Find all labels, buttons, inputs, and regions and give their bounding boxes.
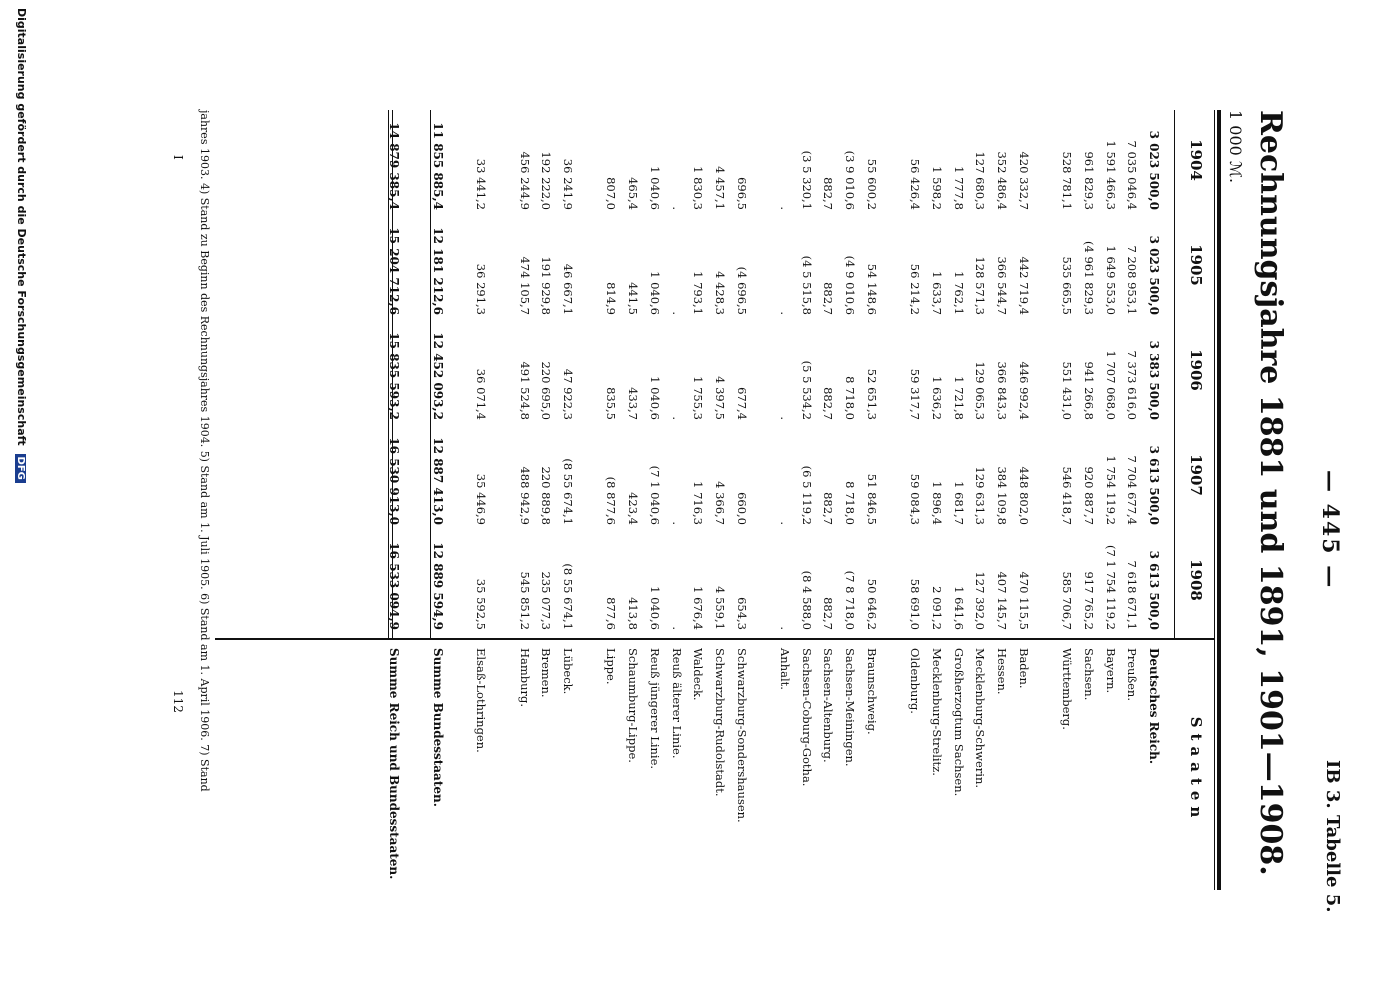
table-cell: 33 441,2 bbox=[474, 158, 489, 210]
table-cell: 55 600,2 bbox=[864, 158, 879, 210]
table-cell: . bbox=[778, 311, 793, 315]
table-cell: . bbox=[778, 416, 793, 420]
table-cell: 585 706,7 bbox=[1060, 571, 1075, 630]
table-cell: 4 457,1 bbox=[713, 166, 727, 210]
table-cell: 220 889,8 bbox=[539, 466, 554, 525]
table-cell: 1 830,3 bbox=[691, 166, 706, 210]
state-name: Lübeck. bbox=[561, 648, 576, 695]
table-cell: 2 091,2 bbox=[930, 586, 944, 630]
table-cell: (4 9 010,6 bbox=[843, 255, 858, 315]
table-cell: 696,5 bbox=[734, 177, 749, 210]
table-cell: 129 065,3 bbox=[973, 361, 988, 420]
state-name: Großherzogtum Sachsen. bbox=[951, 648, 966, 797]
table-cell: 4 559,1 bbox=[713, 586, 727, 630]
state-name: Mecklenburg-Schwerin. bbox=[973, 648, 988, 789]
table-cell: 35 592,5 bbox=[474, 578, 489, 630]
header-rule bbox=[1174, 110, 1175, 638]
table-cell: 441,5 bbox=[626, 282, 641, 315]
table-cell: 1 896,4 bbox=[930, 481, 944, 525]
table-cell: 961 829,3 bbox=[1081, 151, 1096, 210]
column-header-1: 1905 bbox=[1187, 244, 1205, 286]
table-cell: 7 035 046,4 bbox=[1125, 140, 1140, 210]
table-cell: 16 530 913,0 bbox=[387, 437, 402, 525]
table-cell: 56 426,4 bbox=[908, 158, 923, 210]
table-cell: 12 889 594,9 bbox=[430, 542, 445, 630]
table-cell: 420 332,7 bbox=[1016, 151, 1031, 210]
page-footer-number: 112 bbox=[171, 690, 185, 713]
table-cell: . bbox=[778, 206, 793, 210]
table-cell: 413,8 bbox=[626, 597, 641, 630]
table-cell: . bbox=[669, 626, 684, 630]
table-cell: 807,0 bbox=[604, 177, 619, 210]
table-cell: 15 204 712,6 bbox=[387, 227, 402, 315]
table-cell: 3 383 500,0 bbox=[1147, 340, 1161, 420]
state-name: Anhalt. bbox=[778, 648, 793, 690]
table-cell: 12 887 413,0 bbox=[430, 437, 445, 525]
table-cell: 677,4 bbox=[734, 387, 749, 420]
table-cell: 446 992,4 bbox=[1016, 361, 1031, 420]
table-cell: 8 718,0 bbox=[843, 376, 858, 420]
table-cell: 882,7 bbox=[821, 492, 836, 525]
table-cell: 129 631,3 bbox=[973, 466, 988, 525]
state-name: Sachsen-Meiningen. bbox=[843, 648, 858, 767]
state-name: Deutsches Reich. bbox=[1147, 648, 1161, 765]
table-cell: 1 762,1 bbox=[951, 271, 966, 315]
table-cell: 407 145,7 bbox=[995, 571, 1010, 630]
table-cell: 235 077,3 bbox=[539, 571, 554, 630]
table-cell: 488 942,9 bbox=[517, 466, 532, 525]
table-cell: 3 023 500,0 bbox=[1147, 235, 1161, 315]
table-cell: 423,4 bbox=[626, 492, 641, 525]
states-column-header: Staaten bbox=[1187, 716, 1205, 824]
table-cell: (3 9 010,6 bbox=[843, 150, 858, 210]
table-cell: 36 071,4 bbox=[474, 368, 489, 420]
state-name: Mecklenburg-Strelitz. bbox=[930, 648, 944, 776]
table-cell: 1 754 119,2 bbox=[1103, 455, 1118, 525]
state-name: Hessen. bbox=[995, 648, 1010, 695]
table-cell: 448 802,0 bbox=[1016, 466, 1031, 525]
table-cell: 1 598,2 bbox=[930, 166, 944, 210]
table-cell: 3 613 500,0 bbox=[1147, 445, 1161, 525]
table-cell: 920 887,7 bbox=[1081, 466, 1096, 525]
table-cell: (8 55 674,1 bbox=[561, 563, 576, 630]
table-cell: 52 651,3 bbox=[864, 368, 879, 420]
table-cell: 545 851,2 bbox=[517, 571, 532, 630]
table-cell: 814,9 bbox=[604, 282, 619, 315]
table-cell: 551 431,0 bbox=[1060, 361, 1075, 420]
table-cell: (4 5 515,8 bbox=[799, 255, 814, 315]
table-cell: (7 8 718,0 bbox=[843, 570, 858, 630]
table-cell: 127 680,3 bbox=[973, 151, 988, 210]
state-name: Reuß jüngerer Linie. bbox=[647, 648, 662, 770]
table-cell: 36 291,3 bbox=[474, 263, 489, 315]
column-header-4: 1908 bbox=[1187, 559, 1205, 601]
table-cell: 3 613 500,0 bbox=[1147, 550, 1161, 630]
top-rule-thin bbox=[1214, 110, 1215, 890]
table-cell: 366 544,7 bbox=[995, 256, 1010, 315]
table-cell: 654,3 bbox=[734, 597, 749, 630]
table-cell: 1 681,7 bbox=[951, 481, 966, 525]
top-rule-thick bbox=[1217, 110, 1221, 890]
table-cell: 433,7 bbox=[626, 387, 641, 420]
table-cell: (7 1 040,6 bbox=[647, 465, 662, 525]
state-name: Summe Bundesstaaten. bbox=[430, 648, 445, 807]
left-margin-mark: I bbox=[171, 155, 185, 160]
state-name: Lippe. bbox=[604, 648, 619, 685]
table-cell: 882,7 bbox=[821, 597, 836, 630]
state-name: Schwarzburg-Rudolstadt. bbox=[713, 648, 727, 797]
table-cell: 546 418,7 bbox=[1060, 466, 1075, 525]
table-cell: . bbox=[669, 521, 684, 525]
state-name: Schaumburg-Lippe. bbox=[626, 648, 641, 763]
table-cell: 58 691,0 bbox=[908, 578, 923, 630]
table-cell: 191 929,8 bbox=[539, 256, 554, 315]
unit-label: 1 000 ℳ. bbox=[1226, 110, 1245, 184]
table-cell: 12 181 212,6 bbox=[430, 227, 445, 315]
table-cell: 4 366,7 bbox=[713, 481, 727, 525]
table-cell: 877,6 bbox=[604, 597, 619, 630]
table-cell: 528 781,1 bbox=[1060, 151, 1075, 210]
table-cell: 59 084,3 bbox=[908, 473, 923, 525]
table-cell: 7 618 671,1 bbox=[1125, 560, 1140, 630]
table-cell: 47 922,3 bbox=[561, 368, 576, 420]
table-cell: 1 649 553,0 bbox=[1103, 245, 1118, 315]
table-cell: 4 397,5 bbox=[713, 376, 727, 420]
table-cell: 1 040,6 bbox=[647, 271, 662, 315]
table-cell: 4 428,3 bbox=[713, 271, 727, 315]
table-cell: 660,0 bbox=[734, 492, 749, 525]
table-cell: 1 721,8 bbox=[951, 376, 966, 420]
table-cell: 882,7 bbox=[821, 282, 836, 315]
table-cell: 56 214,2 bbox=[908, 263, 923, 315]
table-cell: 1 777,8 bbox=[951, 166, 966, 210]
table-cell: 1 755,3 bbox=[691, 376, 706, 420]
digitalization-notice bbox=[15, 8, 28, 483]
table-cell: 8 718,0 bbox=[843, 481, 858, 525]
state-name: Sachsen-Altenburg. bbox=[821, 648, 836, 763]
table-cell: 36 241,9 bbox=[561, 158, 576, 210]
table-reference: IB 3. Tabelle 5. bbox=[1322, 760, 1343, 913]
states-column-divider bbox=[215, 638, 1215, 640]
table-cell: 366 843,3 bbox=[995, 361, 1010, 420]
column-header-2: 1906 bbox=[1187, 349, 1205, 391]
state-name: Bremen. bbox=[539, 648, 554, 698]
column-header-0: 1904 bbox=[1187, 139, 1205, 181]
dfg-logo: DFG bbox=[15, 454, 26, 483]
table-cell: 51 846,5 bbox=[864, 473, 879, 525]
table-cell: 535 665,5 bbox=[1060, 256, 1075, 315]
state-name: Elsaß-Lothringen. bbox=[474, 648, 489, 753]
digitalization-text: Digitalisierung gefördert durch die Deutsche Forschungsgemeinschaft bbox=[15, 8, 28, 446]
table-cell: 7 208 953,1 bbox=[1125, 245, 1140, 315]
table-cell: 456 244,9 bbox=[517, 151, 532, 210]
table-cell: 941 266,8 bbox=[1081, 361, 1096, 420]
table-cell: (4 696,5 bbox=[734, 266, 749, 315]
table-cell: . bbox=[778, 626, 793, 630]
page-number: — 445 — bbox=[1317, 470, 1343, 590]
table-cell: 12 452 093,2 bbox=[430, 332, 445, 420]
table-cell: (8 55 674,1 bbox=[561, 458, 576, 525]
table-cell: 917 765,2 bbox=[1081, 571, 1096, 630]
page-title: Rechnungsjahre 1881 und 1891, 1901—1908. bbox=[1253, 110, 1288, 876]
footnote: jahres 1903. 4) Stand zu Beginn des Rechnungsjahres 1904. 5) Stand am 1. Juli 1905. 6) Stand am 1. April 1906. 7) Stand bbox=[198, 110, 211, 792]
state-name: Oldenburg. bbox=[908, 648, 923, 714]
table-cell: . bbox=[669, 416, 684, 420]
table-cell: 16 533 094,9 bbox=[387, 542, 402, 630]
state-name: Schwarzburg-Sondershausen. bbox=[734, 648, 749, 823]
table-cell: 1 040,6 bbox=[647, 166, 662, 210]
table-cell: 491 524,8 bbox=[517, 361, 532, 420]
table-cell: 59 317,7 bbox=[908, 368, 923, 420]
table-cell: 474 105,7 bbox=[517, 256, 532, 315]
table-cell: (8 4 588,0 bbox=[799, 570, 814, 630]
table-cell: 835,5 bbox=[604, 387, 619, 420]
table-cell: 1 676,4 bbox=[691, 586, 706, 630]
table-cell: 1 591 466,3 bbox=[1103, 140, 1118, 210]
state-name: Preußen. bbox=[1125, 648, 1140, 701]
table-cell: (6 5 119,2 bbox=[799, 465, 814, 525]
table-cell: 54 148,6 bbox=[864, 263, 879, 315]
state-name: Württemberg. bbox=[1060, 648, 1075, 730]
table-cell: 127 392,0 bbox=[973, 571, 988, 630]
table-cell: 35 446,9 bbox=[474, 473, 489, 525]
table-cell: 442 719,4 bbox=[1016, 256, 1031, 315]
state-name: Reuß älterer Linie. bbox=[669, 648, 684, 759]
table-cell: 1 716,3 bbox=[691, 481, 706, 525]
table-cell: 882,7 bbox=[821, 387, 836, 420]
table-cell: 192 222,0 bbox=[539, 151, 554, 210]
table-cell: 1 040,6 bbox=[647, 586, 662, 630]
table-cell: 1 040,6 bbox=[647, 376, 662, 420]
state-name: Summe Reich und Bundesstaaten. bbox=[387, 648, 402, 880]
table-cell: 1 636,2 bbox=[930, 376, 944, 420]
table-cell: 50 646,2 bbox=[864, 578, 879, 630]
table-cell: 882,7 bbox=[821, 177, 836, 210]
state-name: Braunschweig. bbox=[864, 648, 879, 735]
table-cell: 465,4 bbox=[626, 177, 641, 210]
table-cell: 470 115,5 bbox=[1016, 571, 1031, 630]
state-name: Hamburg. bbox=[517, 648, 532, 708]
table-cell: 128 571,3 bbox=[973, 256, 988, 315]
table-cell: 384 109,8 bbox=[995, 466, 1010, 525]
table-cell: 352 486,4 bbox=[995, 151, 1010, 210]
table-cell: 3 023 500,0 bbox=[1147, 130, 1161, 210]
state-name: Sachsen-Coburg-Gotha. bbox=[799, 648, 814, 787]
state-name: Baden. bbox=[1016, 648, 1031, 689]
table-cell: (4 961 829,3 bbox=[1081, 241, 1096, 315]
table-cell: (8 877,6 bbox=[604, 476, 619, 525]
table-cell: 1 641,6 bbox=[951, 586, 966, 630]
table-cell: 15 835 593,2 bbox=[387, 332, 402, 420]
state-name: Sachsen. bbox=[1081, 648, 1096, 701]
state-name: Waldeck. bbox=[691, 648, 706, 701]
column-header-3: 1907 bbox=[1187, 454, 1205, 496]
table-cell: 11 855 885,4 bbox=[430, 122, 445, 210]
table-cell: (3 5 320,1 bbox=[799, 150, 814, 210]
table-cell: 1 793,1 bbox=[691, 271, 706, 315]
table-cell: . bbox=[669, 311, 684, 315]
table-cell: 1 707 068,0 bbox=[1103, 350, 1118, 420]
table-cell: (7 1 754 119,2 bbox=[1103, 545, 1118, 630]
table-cell: (5 5 534,2 bbox=[799, 360, 814, 420]
table-cell: 46 667,1 bbox=[561, 263, 576, 315]
table-cell: 7 704 677,4 bbox=[1125, 455, 1140, 525]
state-name: Bayern. bbox=[1103, 648, 1118, 694]
table-cell: . bbox=[778, 521, 793, 525]
table-cell: 7 373 616,0 bbox=[1125, 350, 1140, 420]
table-cell: . bbox=[669, 206, 684, 210]
table-cell: 1 633,7 bbox=[930, 271, 944, 315]
table-cell: 14 879 385,4 bbox=[387, 122, 402, 210]
table-cell: 220 695,0 bbox=[539, 361, 554, 420]
